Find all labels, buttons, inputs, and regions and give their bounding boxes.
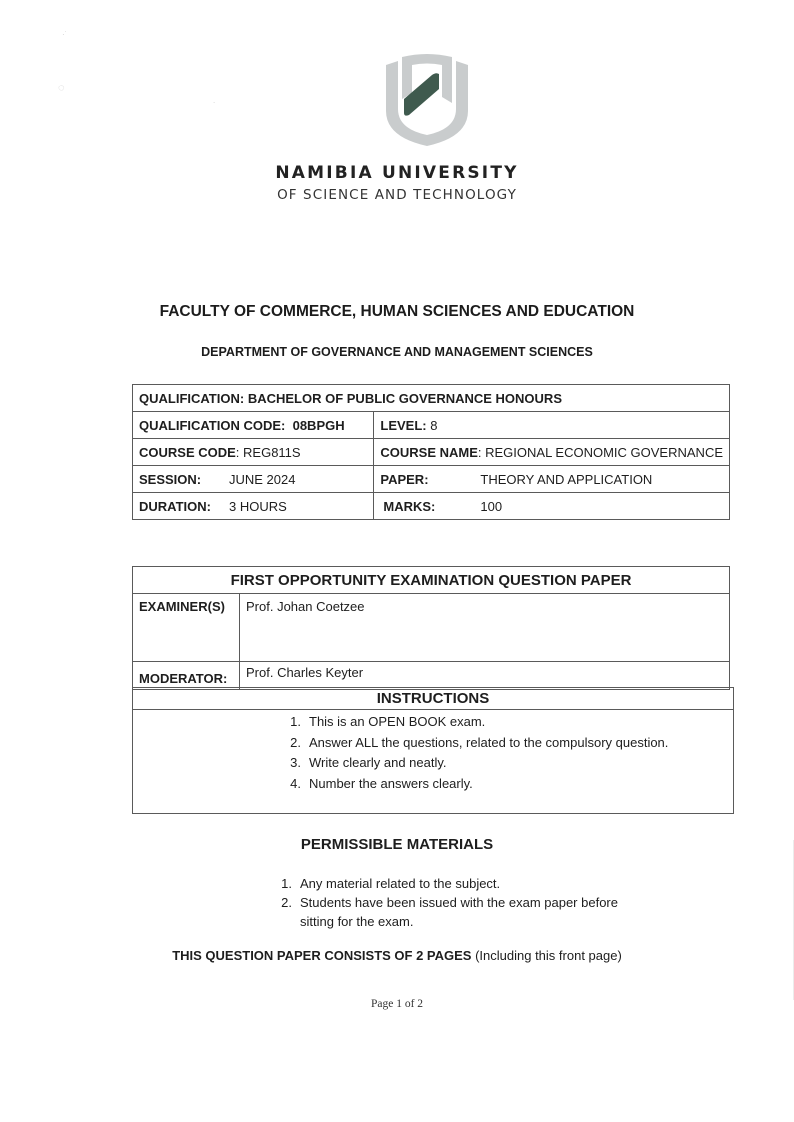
university-name: NAMIBIA UNIVERSITY (275, 163, 519, 183)
paper-label: PAPER: (380, 471, 429, 487)
course-row (133, 439, 730, 466)
shield-logo-icon (384, 53, 470, 147)
page-count-note (0, 948, 794, 963)
duration-row (133, 493, 730, 520)
paper-cell (374, 466, 730, 493)
page-count-detail: (Including this front page) (471, 948, 622, 963)
permissible-text-continuation: sitting for the exam. (300, 914, 414, 929)
qualification-row (133, 385, 730, 412)
level-label: LEVEL: (380, 417, 427, 433)
permissible-number: 1. (281, 876, 292, 891)
page-number-footer: Page 1 of 2 (370, 998, 424, 1010)
marks-cell (374, 493, 730, 520)
instruction-item (277, 733, 668, 754)
qualification-code-cell (133, 412, 374, 439)
examiner-label: EXAMINER(S) (133, 594, 240, 662)
course-code-label: COURSE CODE (139, 444, 236, 460)
duration-label: DURATION: (139, 498, 211, 514)
course-code-value: : REG811S (235, 444, 301, 460)
faculty-heading: FACULTY OF COMMERCE, HUMAN SCIENCES AND EDUCATION (159, 303, 635, 320)
qualification-code-value: 08BPGH (292, 417, 345, 433)
instructions-list (277, 712, 668, 794)
qualification-code-row (133, 412, 730, 439)
instruction-text: This is an OPEN BOOK exam. (309, 714, 486, 729)
instruction-number: 4. (290, 775, 301, 791)
moderator-value: Prof. Charles Keyter (240, 662, 730, 690)
level-cell (374, 412, 730, 439)
course-code-cell (133, 439, 374, 466)
session-row (133, 466, 730, 493)
course-name-value: : REGIONAL ECONOMIC GOVERNANCE (477, 444, 723, 460)
permissible-item (268, 874, 618, 893)
department-heading: DEPARTMENT OF GOVERNANCE AND MANAGEMENT SCIENCES (201, 345, 593, 359)
exam-details-table (132, 566, 730, 690)
level-value: 8 (430, 417, 438, 433)
duration-cell (133, 493, 374, 520)
qualification-value: BACHELOR OF PUBLIC GOVERNANCE HONOURS (247, 390, 562, 406)
duration-value: 3 HOURS (229, 498, 287, 514)
examiner-value: Prof. Johan Coetzee (240, 594, 730, 662)
instruction-item (277, 774, 668, 795)
moderator-row (133, 662, 730, 690)
marks-label: MARKS: (383, 498, 436, 514)
instructions-box (132, 687, 734, 814)
session-value: JUNE 2024 (229, 471, 296, 487)
page-count-bold: THIS QUESTION PAPER CONSISTS OF 2 PAGES (172, 948, 472, 963)
qualification-code-label: QUALIFICATION CODE: (139, 417, 286, 433)
marks-value: 100 (480, 498, 503, 514)
instruction-text: Number the answers clearly. (309, 775, 473, 791)
paper-value: THEORY AND APPLICATION (480, 471, 653, 487)
instruction-text: Write clearly and neatly. (309, 755, 447, 770)
course-name-label: COURSE NAME (380, 444, 478, 460)
instructions-title: INSTRUCTIONS (133, 688, 733, 710)
university-subtitle: OF SCIENCE AND TECHNOLOGY (277, 187, 517, 203)
qualification-label: QUALIFICATION: (139, 390, 245, 406)
exam-title-row (133, 567, 730, 594)
session-cell (133, 466, 374, 493)
instruction-text: Answer ALL the questions, related to the compulsory question. (309, 734, 669, 750)
scan-speck: ◌ (58, 82, 65, 94)
session-label: SESSION: (139, 471, 202, 487)
permissible-text: Any material related to the subject. (300, 876, 501, 891)
qualification-cell (133, 385, 730, 412)
instruction-item (277, 712, 668, 733)
permissible-item (268, 893, 618, 912)
permissible-number: 2. (281, 895, 292, 910)
course-name-cell (374, 439, 730, 466)
permissible-materials-list (268, 874, 618, 931)
moderator-label: MODERATOR: (133, 662, 240, 690)
permissible-text: Students have been issued with the exam paper before (300, 895, 618, 910)
examiner-row (133, 594, 730, 662)
scan-speck: . (213, 96, 216, 105)
course-info-table (132, 384, 730, 520)
instruction-number: 3. (290, 755, 301, 770)
permissible-materials-title: PERMISSIBLE MATERIALS (300, 836, 494, 853)
exam-title: FIRST OPPORTUNITY EXAMINATION QUESTION PAPER (133, 567, 730, 594)
scan-speck: ·˙ (62, 30, 68, 39)
instruction-number: 2. (290, 734, 301, 750)
instruction-item (277, 753, 668, 774)
instruction-number: 1. (290, 714, 301, 729)
